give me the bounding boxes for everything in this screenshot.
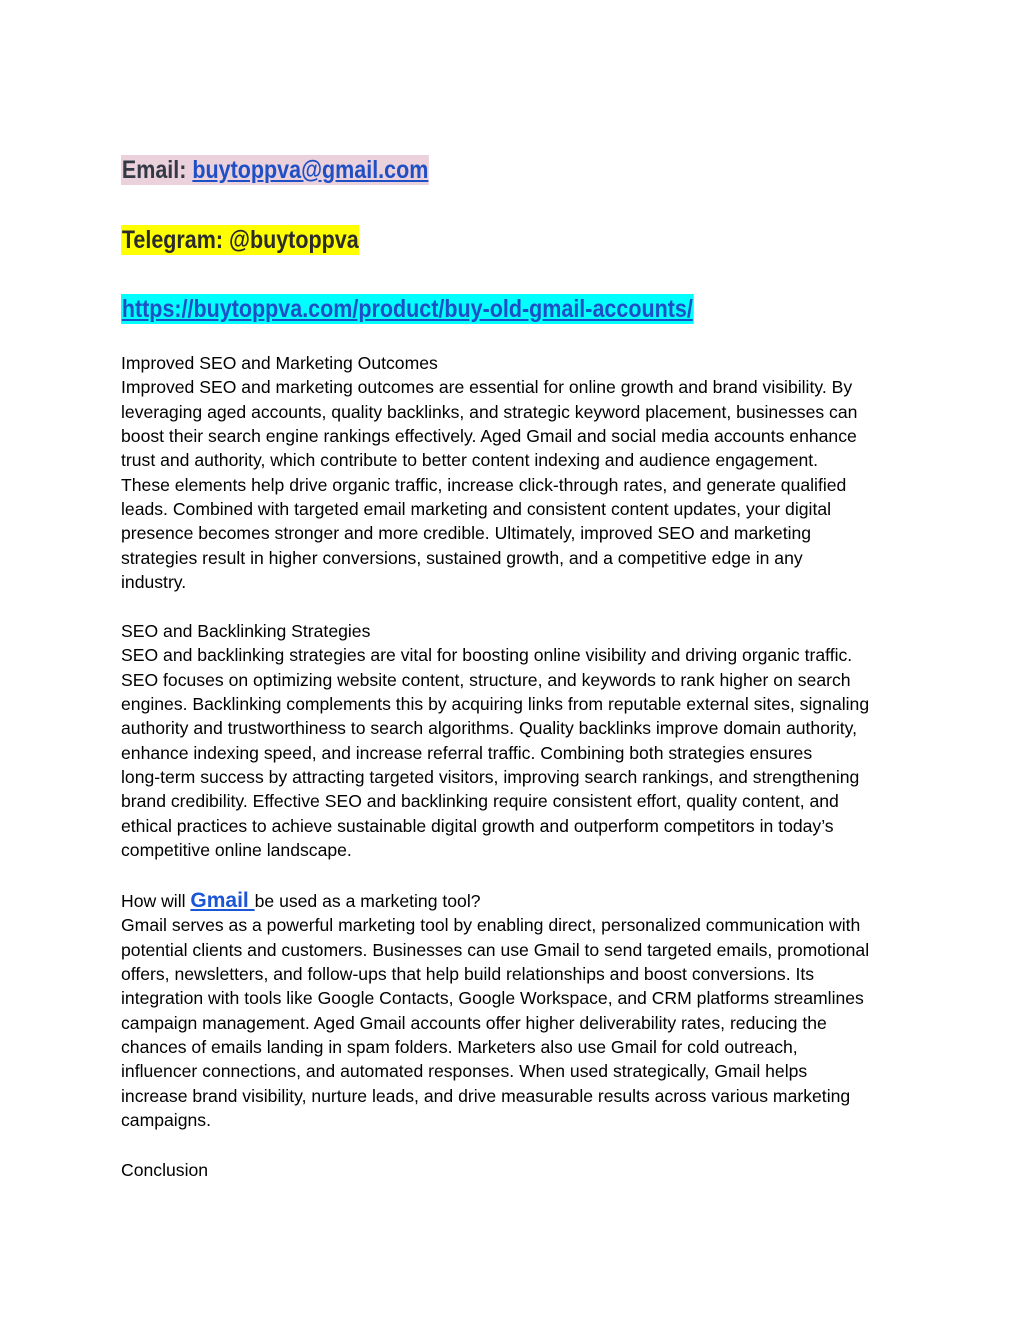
section-seo-backlinking — [121, 619, 869, 862]
section-title — [121, 889, 869, 913]
body-line: trust and authority, which contribute to better content indexing and audience engagement. — [121, 450, 819, 471]
section-title: Conclusion — [121, 1160, 209, 1180]
section-gmail-marketing — [121, 889, 869, 1132]
body-line: integration with tools like Google Contacts, Google Workspace, and CRM platforms streamlines — [121, 988, 864, 1009]
body-line: long-term success by attracting targeted visitors, improving search rankings, and strengthening — [121, 767, 860, 788]
body-line: presence becomes stronger and more credible. Ultimately, improved SEO and marketing — [121, 523, 812, 544]
body-line: SEO focuses on optimizing website content, structure, and keywords to rank higher on search — [121, 669, 851, 690]
body-line: engines. Backlinking complements this by acquiring links from reputable external sites, signaling — [121, 694, 870, 715]
body-line: chances of emails landing in spam folders. Marketers also use Gmail for cold outreach, — [121, 1037, 798, 1058]
body-line: campaigns. — [121, 1110, 211, 1131]
body-line: increase brand visibility, nurture leads, and drive measurable results across various marketing — [121, 1085, 851, 1106]
product-url-header — [121, 294, 694, 324]
section-body — [121, 913, 869, 1132]
telegram-contact: Telegram: @buytoppva — [121, 226, 359, 254]
body-line: strategies result in higher conversions, sustained growth, and a competitive edge in any — [121, 547, 803, 568]
body-line: These elements help drive organic traffic, increase click-through rates, and generate qualified — [121, 474, 847, 495]
section-title: SEO and Backlinking Strategies — [121, 621, 371, 641]
section-seo-marketing — [121, 351, 857, 594]
body-line: leveraging aged accounts, quality backlinks, and strategic keyword placement, businesses can — [121, 401, 858, 422]
title-text: How will — [121, 891, 191, 911]
section-body — [121, 375, 857, 594]
body-line: brand credibility. Effective SEO and backlinking require consistent effort, quality content, and — [121, 791, 839, 812]
body-line: competitive online landscape. — [121, 840, 352, 861]
body-line: Improved SEO and marketing outcomes are essential for online growth and brand visibility. By — [121, 377, 853, 398]
email-contact — [121, 155, 429, 185]
gmail-link[interactable]: Gmail — [190, 889, 255, 912]
body-line: industry. — [121, 572, 187, 593]
section-conclusion — [121, 1158, 208, 1182]
body-line: offers, newsletters, and follow-ups that help build relationships and boost conversions. Its — [121, 964, 815, 985]
body-line: enhance indexing speed, and increase referral traffic. Combining both strategies ensures — [121, 742, 813, 763]
email-link[interactable]: buytoppva@gmail.com — [192, 156, 429, 184]
body-line: ethical practices to achieve sustainable digital growth and outperform competitors in today’s — [121, 815, 834, 836]
body-line: Gmail serves as a powerful marketing tool by enabling direct, personalized communication with — [121, 915, 861, 936]
section-body — [121, 643, 869, 862]
body-line: authority and trustworthiness to search algorithms. Quality backlinks improve domain authority, — [121, 718, 858, 739]
body-line: potential clients and customers. Businesses can use Gmail to send targeted emails, promotional — [121, 939, 870, 960]
body-line: SEO and backlinking strategies are vital for boosting online visibility and driving organic traffic. — [121, 645, 853, 666]
section-title: Improved SEO and Marketing Outcomes — [121, 353, 438, 373]
title-text: be used as a marketing tool? — [254, 891, 481, 911]
body-line: influencer connections, and automated responses. When used strategically, Gmail helps — [121, 1061, 808, 1082]
body-line: leads. Combined with targeted email marketing and consistent content updates, your digital — [121, 499, 832, 520]
product-url-link[interactable]: https://buytoppva.com/product/buy-old-gmail-accounts/ — [121, 295, 693, 323]
email-label: Email: — [121, 156, 193, 184]
body-line: boost their search engine rankings effectively. Aged Gmail and social media accounts enhance — [121, 426, 857, 447]
body-line: campaign management. Aged Gmail accounts offer higher deliverability rates, reducing the — [121, 1012, 827, 1033]
